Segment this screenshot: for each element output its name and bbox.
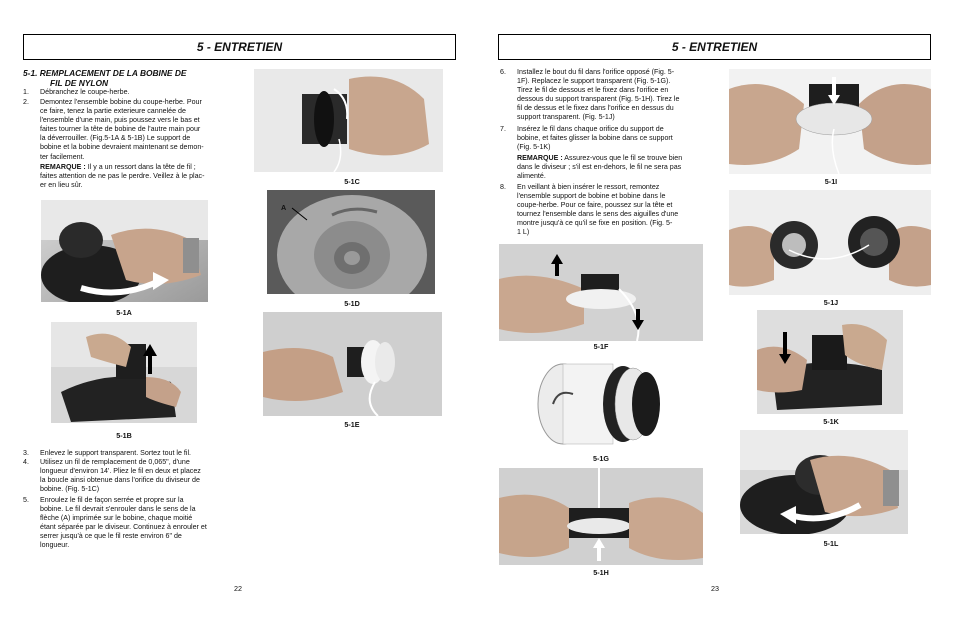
photo-fig-5-1e: [263, 312, 442, 416]
right-remark: [517, 154, 707, 181]
step-line: bobine et la bobine devraient maintenant se demon-: [40, 143, 204, 152]
remark-line: dans le diviseur ; s'il est en-dehors, le fil ne sera pas: [517, 163, 682, 172]
step-number: 6.: [500, 68, 506, 76]
step-line: En veillant à bien insérer le ressort, remontez: [517, 183, 660, 191]
photo-fig-5-1i: [729, 69, 931, 174]
photo-fig-5-1c: [254, 69, 443, 172]
step-line: 1 L): [517, 228, 530, 237]
photo-fig-5-1b: [51, 322, 197, 423]
photo-fig-5-1j: [729, 190, 931, 295]
step-line: Débranchez le coupe-herbe.: [40, 88, 130, 96]
photo-fig-5-1k: [757, 310, 903, 414]
section-title-line-2: FIL DE NYLON: [50, 77, 109, 88]
step-line: Utilisez un fil de remplacement de 0,065", d'une: [40, 458, 190, 466]
step-number: 7.: [500, 125, 506, 133]
photo-fig-5-1f: [499, 244, 703, 341]
section-title-line-1: 5-1. REMPLACEMENT DE LA BOBINE DE: [23, 68, 187, 78]
photo-fig-5-1d: [267, 190, 435, 294]
left-page-number: 22: [234, 584, 242, 593]
step-line: étant séparée par le diviseur. Continuez à enrouler et: [40, 523, 207, 532]
caption-fig-5-1d: 5-1D: [344, 299, 360, 308]
step-line: coupe-herbe. Pour ce faire, poussez sur la tête et: [517, 201, 673, 210]
remark-line: Il y a un ressort dans la tête de fil ;: [85, 163, 196, 171]
step-line: flèche (A) imprimée sur le bobine, chaque moitié: [40, 514, 193, 523]
step-line: ter facilement.: [40, 152, 85, 161]
step-line: longueur.: [40, 541, 70, 550]
step-line: serrer jusqu'à ce que le fil reste environ 6" de: [40, 532, 182, 541]
step-line: fil de dessus et le fixez dans l'orifice en dessus du: [517, 104, 674, 113]
right-page-header: 5 - ENTRETIEN: [498, 34, 931, 60]
step-line: bobine, et faites glisser la bobine dans ce support: [517, 134, 673, 143]
section-title: [23, 69, 186, 88]
step-number: 8.: [500, 183, 506, 191]
caption-fig-5-1g: 5-1G: [593, 454, 609, 463]
step-line: 1F). Replacez le support transparent (Fig. 5-1G).: [517, 77, 671, 86]
step-number: 2.: [23, 98, 29, 106]
remark-line: faites attention de ne pas le perdre. Veillez à le plac-: [40, 172, 205, 181]
step-line: l'ensemble d'une main, puis poussez vers le bas et: [40, 116, 200, 125]
right-page-number: 23: [711, 584, 719, 593]
remark-label: REMARQUE :: [40, 163, 86, 171]
left-page-header: 5 - ENTRETIEN: [23, 34, 456, 60]
step-line: ce faire, tenez la partie exterieure cannelée de: [40, 107, 186, 116]
step-line: longueur d'environ 14'. Pliez le fil en deux et placez: [40, 467, 201, 476]
step-number: 5.: [23, 496, 29, 504]
photo-fig-5-1h: [499, 468, 703, 565]
caption-fig-5-1c: 5-1C: [344, 177, 360, 186]
caption-fig-5-1b: 5-1B: [116, 431, 132, 440]
step-number: 1.: [23, 88, 29, 96]
step-line: Enroulez le fil de façon serrée et propre sur la: [40, 496, 184, 504]
step-line: support transparent. (Fig. 5-1J): [517, 113, 615, 122]
step-line: la boucle ainsi obtenue dans l'orifice du diviseur de: [40, 476, 200, 485]
caption-fig-5-1j: 5-1J: [823, 298, 839, 307]
remark-label: REMARQUE :: [517, 154, 563, 162]
step-line: dessous du support transparent (Fig. 5-1H). Tirez le: [517, 95, 680, 104]
step-number: 3.: [23, 449, 29, 457]
photo-fig-5-1g: [528, 354, 671, 449]
arrow-label-a: A: [281, 203, 287, 212]
step-line: montre jusqu'à ce qu'il se fixe en position. (Fig. 5-: [517, 219, 673, 228]
remark-line: alimenté.: [517, 172, 546, 181]
caption-fig-5-1k: 5-1K: [823, 417, 839, 426]
step-line: faites tourner la tête de bobine de l'autre main pour: [40, 125, 201, 134]
remark-line: Assurez-vous que le fil se trouve bien: [562, 154, 683, 162]
step-line: Insérez le fil dans chaque orifice du support de: [517, 125, 664, 133]
caption-fig-5-1l: 5-1L: [823, 539, 839, 548]
left-remark: [40, 163, 240, 190]
step-line: Tirez le fil de dessous et le fixez dans l'orifice en: [517, 86, 669, 95]
photo-fig-5-1a: [41, 200, 208, 302]
step-line: l'ensemble support de bobine et bobine dans le: [517, 192, 666, 201]
remark-line: er en lieu sûr.: [40, 181, 83, 190]
step-line: la déverrouiller. (Fig.5-1A & 5-1B) Le support de: [40, 134, 191, 143]
step-line: Installez le bout du fil dans l'orifice opposé (Fig. 5-: [517, 68, 675, 76]
step-line: bobine. (Fig. 5-1C): [40, 485, 100, 494]
caption-fig-5-1i: 5-1I: [824, 177, 838, 186]
step-line: bobine. Le fil devrait s'enrouler dans le sens de la: [40, 505, 196, 514]
caption-fig-5-1h: 5-1H: [593, 568, 609, 577]
step-line: Enlevez le support transparent. Sortez tout le fil.: [40, 449, 192, 457]
step-line: tournez l'ensemble dans le sens des aiguilles d'une: [517, 210, 679, 219]
caption-fig-5-1e: 5-1E: [344, 420, 360, 429]
caption-fig-5-1a: 5-1A: [116, 308, 132, 317]
step-number: 4.: [23, 458, 29, 466]
step-line: Demontez l'ensemble bobine du coupe-herbe. Pour: [40, 98, 202, 106]
caption-fig-5-1f: 5-1F: [593, 342, 609, 351]
step-line: (Fig. 5-1K): [517, 143, 551, 152]
photo-fig-5-1l: [740, 430, 908, 534]
